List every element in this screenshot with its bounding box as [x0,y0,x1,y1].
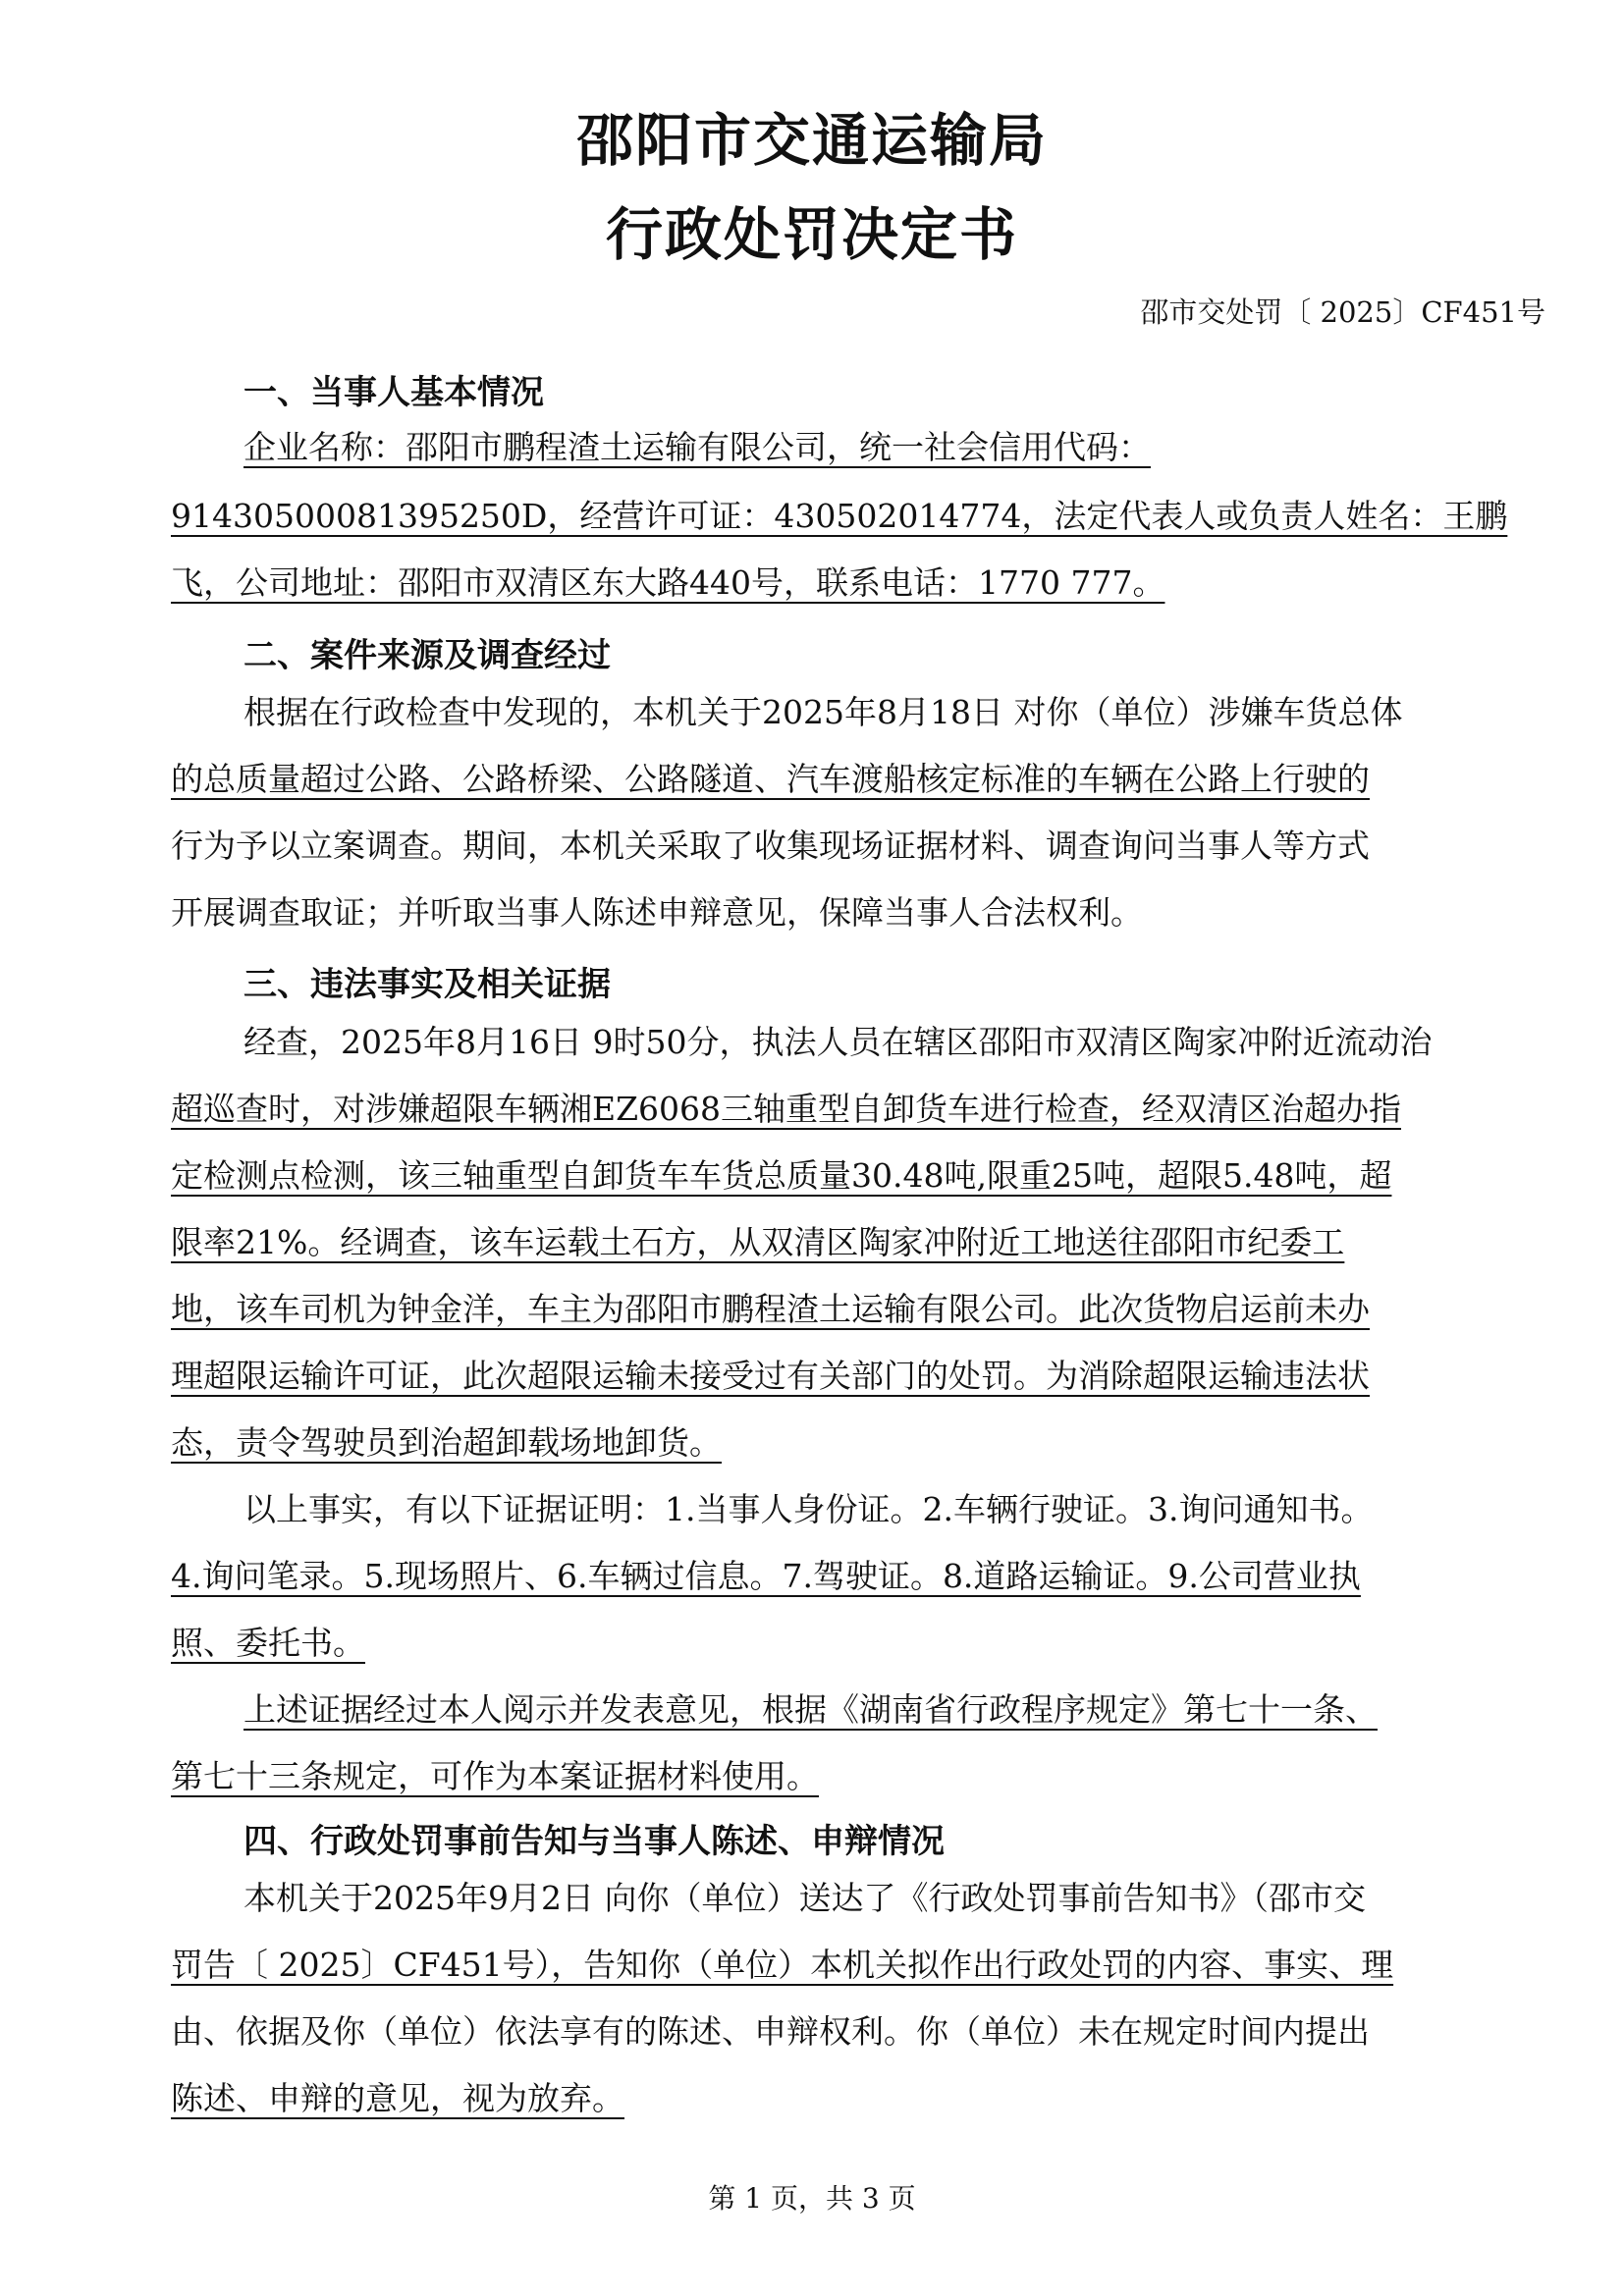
s2-line-4: 开展调查取证；并听取当事人陈述申辩意见，保障当事人合法权利。 [171,893,1143,932]
s4-line-4: 陈述、申辩的意见，视为放弃。 [171,2079,624,2117]
section-1-heading: 一、当事人基本情况 [244,373,544,412]
s4-line-2: 罚告〔 2025〕CF451号），告知你（单位）本机关拟作出行政处罚的内容、事实、理 [171,1946,1394,1984]
s3-basis-line-1: 上述证据经过本人阅示并发表意见，根据《湖南省行政程序规定》第七十一条、 [244,1690,1378,1729]
document-type-title: 行政处罚决定书 [605,201,1018,268]
s3-line-4: 限率21%。经调查，该车运载土石方，从双清区陶家冲附近工地送往邵阳市纪委工 [171,1223,1345,1261]
agency-title: 邵阳市交通运输局 [575,107,1048,174]
s1-line-3: 飞，公司地址：邵阳市双清区东大路440号，联系电话：1770 777。 [171,563,1165,602]
page-number: 第 1 页，共 3 页 [708,2182,916,2215]
s1-line-1: 企业名称：邵阳市鹏程渣土运输有限公司，统一社会信用代码： [244,428,1151,466]
s3-evidence-line-3: 照、委托书。 [171,1624,365,1662]
s3-evidence-line-2: 4.询问笔录。5.现场照片、6.车辆过信息。7.驾驶证。8.道路运输证。9.公司营业执 [171,1557,1361,1595]
s2-line-1: 根据在行政检查中发现的，本机关于2025年8月18日 对你（单位）涉嫌车货总体 [244,693,1403,731]
s3-line-5: 地，该车司机为钟金洋，车主为邵阳市鹏程渣土运输有限公司。此次货物启运前未办 [171,1290,1370,1328]
s4-line-1: 本机关于2025年9月2日 向你（单位）送达了《行政处罚事前告知书》（邵市交 [244,1879,1366,1917]
section-2-heading: 二、案件来源及调查经过 [244,636,611,675]
s4-line-3: 由、依据及你（单位）依法享有的陈述、申辩权利。你（单位）未在规定时间内提出 [171,2012,1370,2051]
s1-line-2: 91430500081395250D，经营许可证：430502014774，法定代表人或负责人姓名：王鹏 [171,497,1508,535]
s3-line-3: 定检测点检测，该三轴重型自卸货车车货总质量30.48吨,限重25吨，超限5.48吨，超 [171,1156,1392,1195]
document-number: 邵市交处罚〔 2025〕CF451号 [1140,295,1545,329]
section-3-heading: 三、违法事实及相关证据 [244,965,611,1004]
s3-line-6: 理超限运输许可证，此次超限运输未接受过有关部门的处罚。为消除超限运输违法状 [171,1357,1370,1395]
s3-basis-line-2: 第七十三条规定，可作为本案证据材料使用。 [171,1757,819,1795]
s2-line-2: 的总质量超过公路、公路桥梁、公路隧道、汽车渡船核定标准的车辆在公路上行驶的 [171,760,1370,798]
s3-line-1: 经查，2025年8月16日 9时50分，执法人员在辖区邵阳市双清区陶家冲附近流动治 [244,1023,1433,1061]
section-4-heading: 四、行政处罚事前告知与当事人陈述、申辩情况 [244,1822,945,1861]
s3-line-2: 超巡查时，对涉嫌超限车辆湘EZ6068三轴重型自卸货车进行检查，经双清区治超办指 [171,1090,1402,1128]
s3-evidence-line-1: 以上事实，有以下证据证明：1.当事人身份证。2.车辆行驶证。3.询问通知书。 [244,1490,1374,1528]
s3-line-7: 态，责令驾驶员到治超卸载场地卸货。 [171,1423,722,1462]
s2-line-3: 行为予以立案调查。期间，本机关采取了收集现场证据材料、调查询问当事人等方式 [171,827,1370,865]
